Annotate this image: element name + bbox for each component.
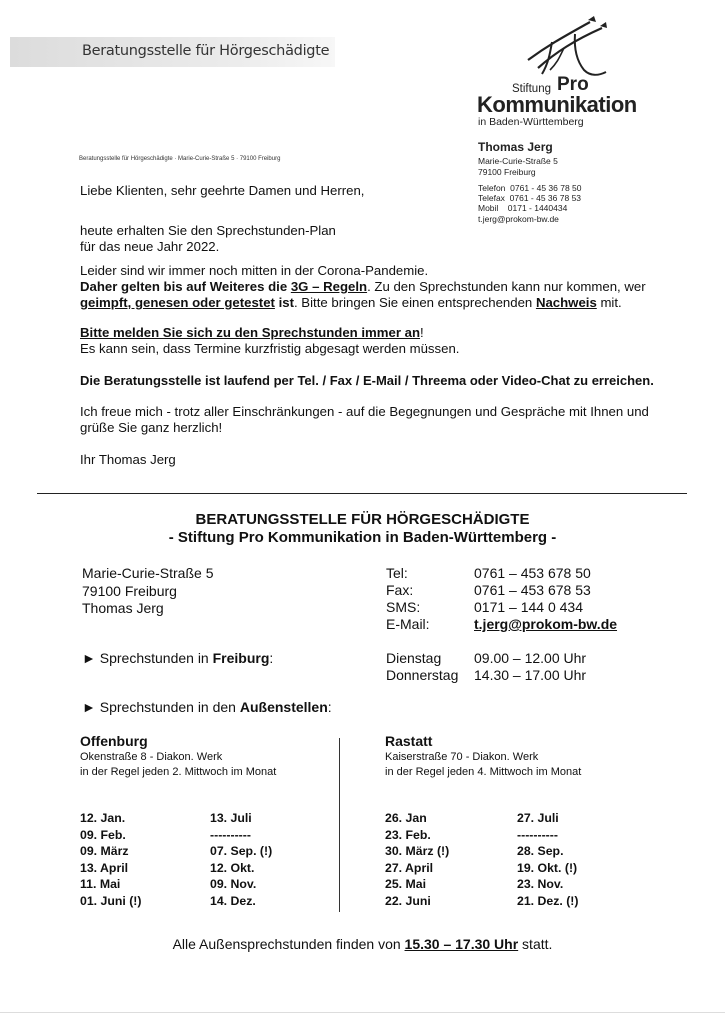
rastatt-dates-col1 — [385, 810, 449, 910]
rastatt-date: 21. Dez. (!) — [517, 893, 579, 908]
rastatt-date: 23. Feb. — [385, 827, 431, 842]
rastatt-date: 30. März (!) — [385, 844, 450, 859]
hours-time-1: 09.00 – 12.00 Uhr — [474, 650, 587, 666]
rules-3g: 3G – Regeln — [290, 279, 368, 294]
header-bar — [10, 37, 335, 67]
aussen-bold: Außenstellen — [239, 699, 328, 715]
contact-street: Marie-Curie-Straße 5 — [478, 156, 558, 166]
offenburg-dates-col1 — [80, 810, 142, 910]
offenburg-rule: in der Regel jeden 2. Mittwoch im Monat — [80, 766, 277, 778]
contact-telefon: Telefon 0761 - 45 36 78 50 — [478, 183, 582, 193]
schedule-address — [82, 565, 213, 618]
logo-stiftung: Stiftung — [512, 83, 551, 95]
offenburg-date: 01. Juni (!) — [80, 893, 142, 908]
freiburg-suffix: : — [269, 650, 274, 666]
aussenstellen-heading — [82, 699, 332, 715]
register-excl: ! — [420, 325, 424, 340]
contact-value-fax: 0761 – 453 678 53 — [474, 582, 591, 598]
offenburg-date: 09. März — [80, 844, 129, 859]
contact-value-email[interactable]: t.jerg@prokom-bw.de — [474, 616, 618, 632]
hours-day-2: Donnerstag — [386, 667, 459, 683]
hours-day-1: Dienstag — [386, 650, 442, 666]
offenburg-date: 13. April — [80, 860, 129, 875]
contact-label-tel: Tel: — [386, 565, 408, 581]
proof-rest: . Bitte bringen Sie einen entsprechenden — [293, 295, 536, 310]
greeting: Liebe Klienten, sehr geehrte Damen und Herren, — [80, 183, 365, 198]
address-person: Thomas Jerg — [82, 600, 164, 616]
contact-value-tel: 0761 – 453 678 50 — [474, 565, 591, 581]
logo-pro: Pro — [557, 74, 589, 95]
rastatt-date: 25. Mai — [385, 877, 427, 892]
sender-line: Beratungsstelle für Hörgeschädigte · Marie-Curie-Straße 5 · 79100 Freiburg — [79, 156, 281, 162]
rastatt-date: 27. April — [385, 860, 434, 875]
proof-ist: ist — [274, 295, 294, 310]
rastatt-date: 27. Juli — [517, 811, 559, 825]
rules-bold: Daher gelten bis auf Weiteres die — [80, 279, 288, 294]
pandemic-line: Leider sind wir immer noch mitten in der Corona-Pandemie. — [80, 263, 429, 278]
offenburg-date: 12. Jan. — [80, 811, 126, 825]
footer-post: statt. — [518, 936, 553, 952]
closing-line-1: Ich freue mich - trotz aller Einschränkungen - auf die Begegnungen und Gespräche mit Ihnen und — [80, 404, 649, 419]
proof-nachweis: Nachweis — [535, 295, 597, 310]
freiburg-prefix: ► Sprechstunden in — [82, 650, 213, 666]
register-line — [80, 324, 692, 341]
offenburg-date: 09. Feb. — [80, 827, 126, 842]
contact-name: Thomas Jerg — [478, 140, 553, 154]
rastatt-date: 23. Nov. — [517, 877, 564, 892]
section-divider — [37, 493, 687, 494]
offenburg-date: 14. Dez. — [210, 893, 256, 908]
contact-label-sms: SMS: — [386, 599, 421, 615]
contact-mobil: Mobil 0171 - 1440434 — [478, 203, 568, 213]
intro-line-1: heute erhalten Sie den Sprechstunden-Plan — [80, 223, 336, 238]
offenburg-date: ---------- — [210, 827, 251, 842]
reachability-line: Die Beratungsstelle ist laufend per Tel. / Fax / E-Mail / Threema oder Video-Chat zu erreichen. — [80, 373, 654, 388]
rules-rest: . Zu den Sprechstunden kann nur kommen, wer — [367, 279, 646, 294]
rastatt-date: ---------- — [517, 827, 558, 842]
cancel-notice: Es kann sein, dass Termine kurzfristig abgesagt werden müssen. — [80, 341, 460, 356]
freiburg-city: Freiburg — [212, 650, 270, 666]
offenburg-date: 07. Sep. (!) — [210, 844, 273, 859]
offenburg-date: 11. Mai — [80, 877, 121, 892]
rastatt-address: Kaiserstraße 70 - Diakon. Werk — [385, 751, 539, 763]
offenburg-address: Okenstraße 8 - Diakon. Werk — [80, 751, 223, 763]
offenburg-dates-col2 — [210, 810, 272, 910]
register-bold: Bitte melden Sie sich zu den Sprechstunden immer an — [80, 325, 421, 340]
column-separator — [339, 738, 340, 912]
address-city: 79100 Freiburg — [82, 582, 177, 599]
contact-email[interactable]: t.jerg@prokom-bw.de — [478, 214, 559, 224]
proof-mit: mit. — [596, 295, 622, 310]
signature: Ihr Thomas Jerg — [80, 452, 176, 467]
rastatt-date: 19. Okt. (!) — [517, 860, 578, 875]
hours-time-2: 14.30 – 17.00 Uhr — [474, 667, 587, 683]
aussen-suffix: : — [327, 699, 332, 715]
rastatt-dates-col2 — [517, 810, 579, 910]
contact-city: 79100 Freiburg — [478, 167, 536, 177]
freiburg-heading — [82, 650, 273, 666]
offenburg-date: 12. Okt. — [210, 860, 255, 875]
rastatt-rule: in der Regel jeden 4. Mittwoch im Monat — [385, 766, 582, 778]
offenburg-date: 09. Nov. — [210, 877, 257, 892]
page-edge-line — [0, 1012, 725, 1013]
footer-time: 15.30 – 17.30 Uhr — [404, 936, 519, 952]
aussen-prefix: ► Sprechstunden in den — [82, 699, 240, 715]
intro-line-2: für das neue Jahr 2022. — [80, 239, 220, 254]
contact-telefax: Telefax 0761 - 45 36 78 53 — [478, 193, 582, 203]
footer-note — [0, 936, 725, 952]
contact-label-fax: Fax: — [386, 582, 414, 598]
footer-pre: Alle Außensprechstunden finden von — [172, 936, 405, 952]
schedule-title: BERATUNGSSTELLE FÜR HÖRGESCHÄDIGTE — [195, 511, 530, 528]
rastatt-date: 28. Sep. — [517, 844, 564, 859]
rastatt-name: Rastatt — [385, 733, 433, 749]
schedule-subtitle: - Stiftung Pro Kommunikation in Baden-Württemberg - — [168, 529, 557, 546]
proof-line — [80, 294, 692, 311]
contact-value-sms: 0171 – 144 0 434 — [474, 599, 583, 615]
logo-kommunikation: Kommunikation — [477, 92, 637, 117]
rastatt-date: 26. Jan — [385, 811, 427, 825]
header-bar-title: Beratungsstelle für Hörgeschädigte — [82, 43, 330, 59]
address-street: Marie-Curie-Straße 5 — [82, 565, 214, 581]
proof-ggg: geimpft, genesen oder getestet — [80, 295, 275, 310]
logo-region: in Baden-Württemberg — [478, 116, 584, 128]
rastatt-date: 22. Juni — [385, 893, 431, 908]
contact-label-email: E-Mail: — [386, 616, 430, 632]
closing-line-2: grüße Sie ganz herzlich! — [80, 420, 223, 435]
offenburg-date: 13. Juli — [210, 811, 252, 825]
offenburg-name: Offenburg — [80, 733, 148, 749]
rules-line — [80, 278, 692, 295]
